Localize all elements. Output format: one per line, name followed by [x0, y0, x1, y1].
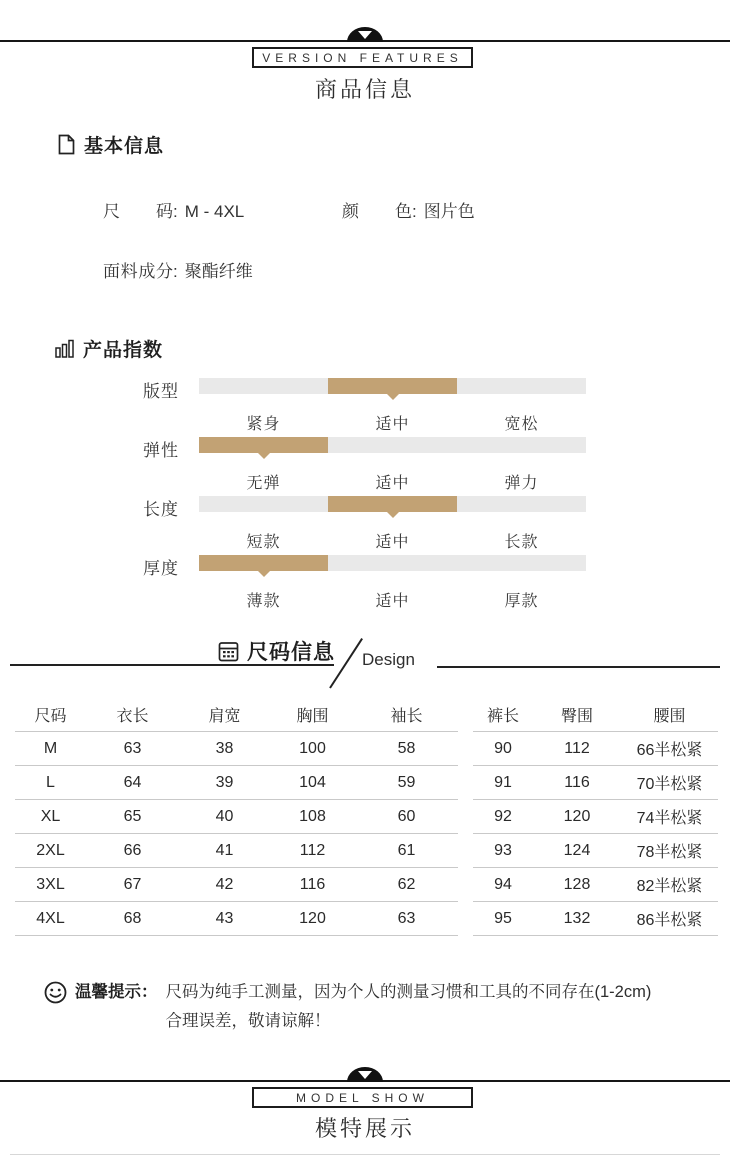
size-table-row [473, 868, 718, 902]
size-table-row [15, 800, 458, 834]
size-cell: 59 [397, 773, 416, 791]
top-dome [347, 27, 383, 42]
index-option-labels [199, 411, 586, 434]
size-table-row [473, 902, 718, 936]
colon: : [173, 262, 178, 281]
size-cell: L [46, 773, 55, 791]
size-cell: 104 [299, 773, 326, 791]
index-option-label: 弹力 [504, 475, 539, 492]
index-active-segment [328, 496, 457, 512]
size-cell: 92 [494, 807, 512, 825]
size-cell: 100 [299, 739, 326, 757]
notice-line-2: 合理误差，敬请谅解！ [165, 1012, 331, 1030]
index-option-label: 宽松 [504, 416, 539, 433]
size-cell: 61 [397, 841, 416, 859]
colon: : [173, 202, 178, 221]
size-table-row [15, 834, 458, 868]
size-cell: 120 [563, 807, 591, 825]
size-cell: 132 [563, 909, 591, 927]
product-index-heading [55, 335, 163, 362]
index-option-labels [199, 529, 586, 552]
index-row [0, 377, 730, 437]
size-cell: 2XL [36, 841, 65, 859]
size-cell: 112 [299, 841, 326, 859]
size-col-header: 袖长 [390, 707, 423, 725]
size-col-header: 臀围 [560, 707, 593, 725]
size-cell: 116 [299, 875, 326, 893]
field-color [342, 197, 475, 222]
size-cell: 43 [215, 909, 234, 927]
notice-label: 温馨提示： [75, 983, 158, 1001]
field-size-value: M - 4XL [184, 202, 245, 221]
index-row-label: 版型 [143, 382, 179, 401]
size-cell: XL [40, 807, 61, 825]
size-cell: 94 [494, 875, 512, 893]
size-table-row [473, 834, 718, 868]
size-table-row [15, 902, 458, 936]
size-table-header-row [473, 697, 718, 732]
size-table-header-row [15, 697, 458, 732]
size-cell: 39 [215, 773, 234, 791]
size-cell: 65 [123, 807, 142, 825]
index-row-label: 长度 [143, 500, 179, 519]
size-table-top [15, 697, 458, 936]
index-option-label: 适中 [375, 475, 410, 492]
size-table-row [15, 766, 458, 800]
index-track [199, 437, 586, 453]
smiley-icon [44, 981, 67, 1004]
index-option-labels [199, 588, 586, 611]
size-cell: 58 [397, 739, 416, 757]
field-fabric-value: 聚酯纤维 [184, 262, 253, 281]
size-col-header: 肩宽 [208, 707, 241, 725]
size-info-heading-label: 尺码信息 [247, 641, 335, 664]
field-size [103, 197, 244, 222]
index-option-label: 适中 [375, 534, 410, 551]
field-fabric [103, 257, 253, 282]
size-cell: 124 [563, 841, 591, 859]
size-table-row [473, 766, 718, 800]
size-cell: 38 [215, 739, 234, 757]
size-cell: 63 [397, 909, 416, 927]
index-option-label: 短款 [246, 534, 281, 551]
size-cell: 42 [215, 875, 234, 893]
size-col-header: 腰围 [653, 707, 686, 725]
size-cell: 78半松紧 [636, 844, 703, 861]
index-option-label: 厚款 [504, 593, 539, 610]
notice-body [166, 978, 705, 1036]
size-cell: M [43, 739, 58, 757]
size-cell: 74半松紧 [636, 810, 703, 827]
size-cell: 40 [215, 807, 234, 825]
size-info-right-rule [437, 666, 720, 668]
index-option-label: 适中 [375, 416, 410, 433]
basic-info-heading-label: 基本信息 [84, 136, 165, 157]
calendar-grid-icon [218, 641, 239, 662]
index-track [199, 496, 586, 512]
size-cell: 68 [123, 909, 142, 927]
footer-title: 模特展示 [314, 1116, 415, 1141]
index-row [0, 554, 730, 614]
size-table-row [473, 732, 718, 766]
size-cell: 108 [299, 807, 326, 825]
field-color-value: 图片色 [423, 202, 475, 221]
size-cell: 95 [494, 909, 512, 927]
size-info-heading [218, 636, 335, 666]
down-triangle-icon [358, 1071, 372, 1079]
size-cell: 82半松紧 [636, 878, 703, 895]
size-cell: 66半松紧 [636, 742, 703, 759]
index-row [0, 495, 730, 555]
down-triangle-icon [358, 31, 372, 39]
size-table-row [473, 800, 718, 834]
index-option-label: 长款 [504, 534, 539, 551]
size-cell: 112 [564, 739, 590, 757]
index-track [199, 378, 586, 394]
size-table-row [15, 732, 458, 766]
bottom-dome [347, 1067, 383, 1082]
size-col-header: 裤长 [486, 707, 519, 725]
size-table-row [15, 868, 458, 902]
size-cell: 4XL [36, 909, 65, 927]
field-color-label: 颜色 [342, 202, 412, 221]
size-cell: 3XL [36, 875, 65, 893]
size-cell: 91 [494, 773, 512, 791]
size-cell: 62 [397, 875, 416, 893]
size-cell: 41 [215, 841, 234, 859]
index-option-label: 薄款 [246, 593, 281, 610]
size-cell: 128 [563, 875, 591, 893]
size-cell: 64 [123, 773, 142, 791]
size-cell: 63 [123, 739, 142, 757]
index-active-segment [199, 437, 328, 453]
index-option-label: 无弹 [246, 475, 281, 492]
footer-en-label: MODEL SHOW [252, 1087, 473, 1108]
header-en-label: VERSION FEATURES [252, 47, 473, 68]
size-cell: 60 [397, 807, 416, 825]
notice [44, 978, 704, 1036]
design-label: Design [362, 650, 415, 669]
index-row-label: 弹性 [143, 441, 179, 460]
size-cell: 116 [564, 773, 590, 791]
field-size-label: 尺码 [103, 202, 173, 221]
next-section-edge [10, 1154, 720, 1155]
page-title: 商品信息 [314, 77, 415, 102]
index-track [199, 555, 586, 571]
size-cell: 93 [494, 841, 512, 859]
product-index-heading-label: 产品指数 [83, 340, 164, 361]
bar-chart-icon [55, 339, 74, 358]
document-icon [58, 134, 75, 155]
size-cell: 67 [123, 875, 142, 893]
size-col-header: 衣长 [116, 707, 149, 725]
index-row-label: 厚度 [143, 559, 179, 578]
size-cell: 66 [123, 841, 142, 859]
size-cell: 86半松紧 [636, 912, 703, 929]
index-option-label: 紧身 [246, 416, 281, 433]
size-cell: 120 [299, 909, 326, 927]
colon: : [412, 202, 417, 221]
size-cell: 90 [494, 739, 512, 757]
index-active-segment [328, 378, 457, 394]
size-cell: 70半松紧 [636, 776, 703, 793]
index-option-labels [199, 470, 586, 493]
notice-line-1: 尺码为纯手工测量，因为个人的测量习惯和工具的不同存在(1-2cm) [165, 983, 652, 1001]
size-col-header: 胸围 [296, 707, 329, 725]
size-col-header: 尺码 [34, 707, 67, 725]
index-option-label: 适中 [375, 593, 410, 610]
size-table-bottoms [473, 697, 718, 936]
field-fabric-label: 面料成分 [103, 262, 173, 281]
index-row [0, 436, 730, 496]
index-active-segment [199, 555, 328, 571]
basic-info-heading [58, 131, 164, 158]
